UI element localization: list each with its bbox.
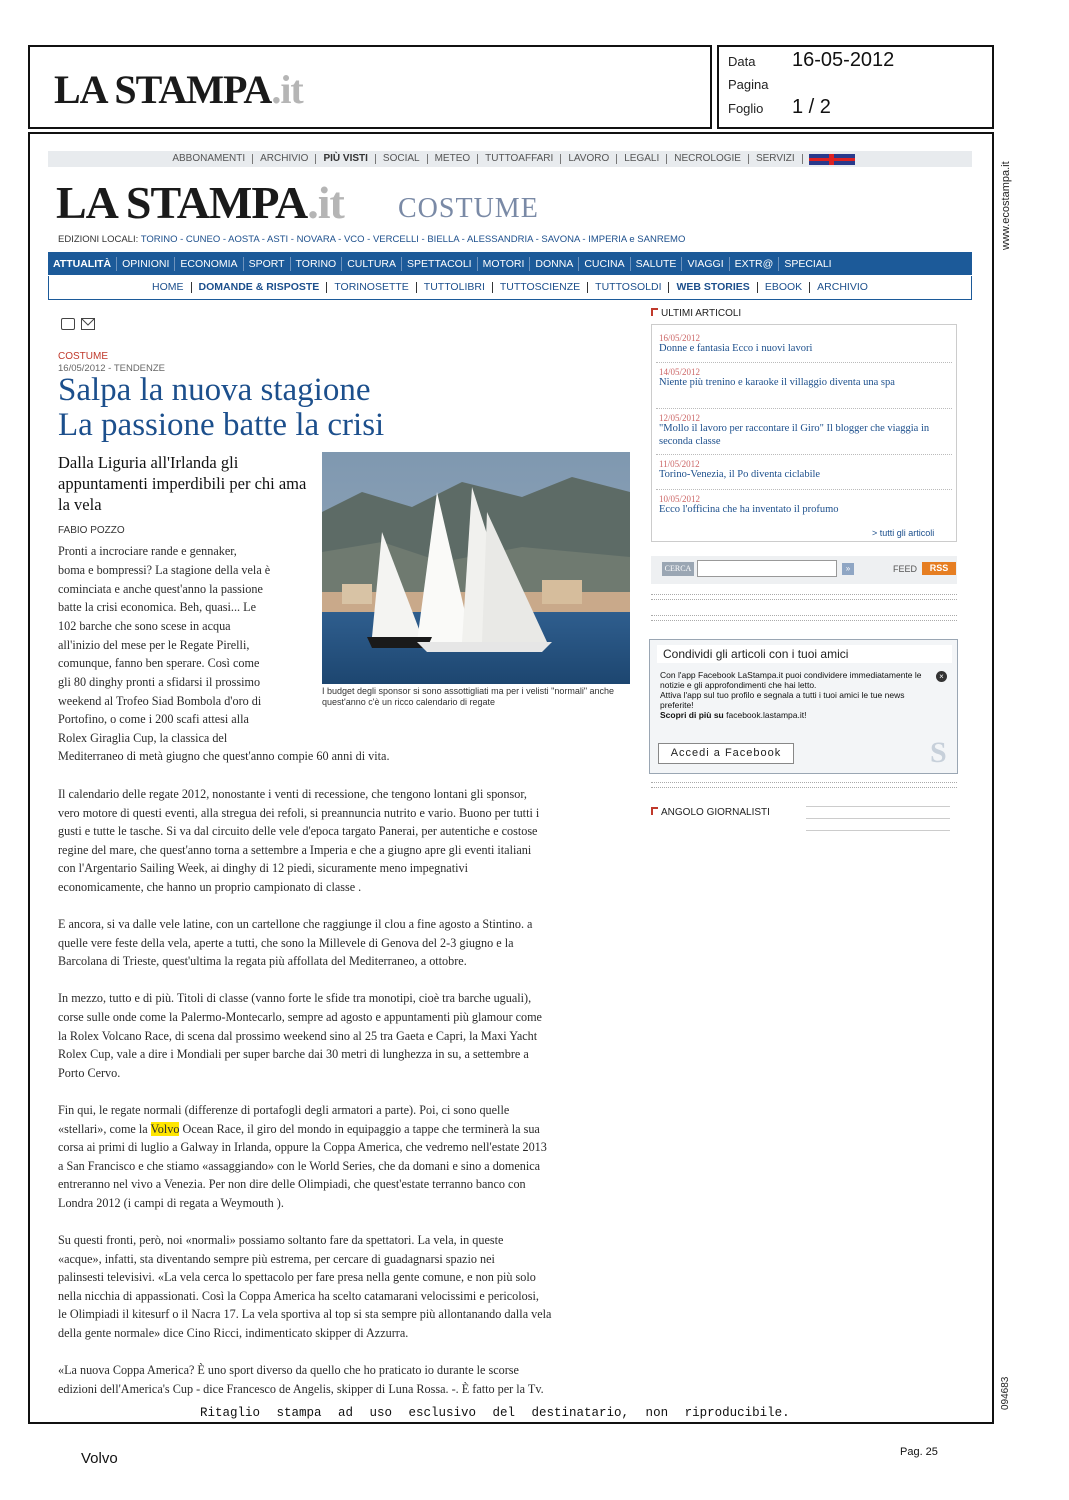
- body-line: Il calendario delle regate 2012, nonostante i venti di recessione, che tengono lontani gli sponsor,: [58, 787, 527, 801]
- data-value: 16-05-2012: [792, 49, 895, 71]
- body-line: Porto Cervo.: [58, 1066, 121, 1080]
- close-icon[interactable]: ×: [936, 671, 947, 682]
- nav-tab[interactable]: TORINO: [291, 257, 343, 271]
- reproduction-disclaimer: Ritaglio stampa ad uso esclusivo del destinatario, non riproducibile.: [200, 1406, 790, 1420]
- sidebar-article[interactable]: 14/05/2012 Niente più trenino e karaoke il villaggio diventa una spa: [659, 367, 895, 388]
- nav-tab[interactable]: ATTUALITÀ: [48, 257, 117, 271]
- sub-nav-item[interactable]: TUTTOSOLDI: [588, 282, 669, 293]
- section-title: COSTUME: [398, 193, 539, 224]
- nav-tab[interactable]: CULTURA: [342, 257, 402, 271]
- clipping-code: 094683: [1000, 1376, 1011, 1410]
- body-line: gusti e tutte le tasche. Si va dal circuito delle vele d'epoca targato Panerai, per autentiche e costose: [58, 824, 538, 838]
- body-line: Barcolana di Trieste, quest'ultima la regata più affollata del Mediterraneo, a ottobre.: [58, 954, 467, 968]
- body-line: palinsesti televisivi. «La vela cerca lo spettacolo per fare presa nella gente comune, e non più solo: [58, 1270, 536, 1284]
- angolo-giornalisti-header: ANGOLO GIORNALISTI: [651, 807, 770, 818]
- body-line: con l'Argentario Sailing Week, ai dinghy di 12 piedi, sicuramente meno impegnativi: [58, 861, 468, 875]
- site-logo[interactable]: LA STAMPA.it: [56, 177, 344, 228]
- body-line: Portofino, o come i 200 scafi attesi alla: [58, 712, 249, 726]
- utility-nav-item[interactable]: SOCIAL: [376, 154, 428, 164]
- main-nav: [48, 252, 972, 275]
- body-line: Rolex Giraglia Cup, la classica del: [58, 731, 228, 745]
- body-line: «stellari», come la Volvo Ocean Race, il giro del mondo in equipaggio a tappe che terminerà la sua: [58, 1122, 540, 1136]
- body-line: all'inizio del mese per le Regate Pirelli,: [58, 638, 250, 652]
- volvo-highlight: Volvo: [150, 1122, 180, 1136]
- body-line: corse sulle onde come la Palermo-Montecarlo, sempre ad agosto e appuntamenti più glamour come: [58, 1010, 542, 1024]
- body-line: Pronti a incrociare rande e gennaker,: [58, 544, 237, 558]
- body-line: Su questi fronti, però, noi «normali» possiamo soltanto fare da spettatori. La vela, in queste: [58, 1233, 504, 1247]
- pagina-label: Pagina: [728, 77, 769, 92]
- utility-nav-item[interactable]: ABBONAMENTI: [165, 154, 253, 164]
- sub-nav-item[interactable]: EBOOK: [758, 282, 810, 293]
- uk-flag-icon[interactable]: [809, 154, 855, 165]
- sidebar-article[interactable]: 10/05/2012 Ecco l'officina che ha inventato il profumo: [659, 494, 839, 515]
- print-icon[interactable]: [61, 318, 75, 330]
- sub-nav: [48, 276, 972, 300]
- sub-nav-item[interactable]: HOME: [145, 282, 192, 293]
- body-line: boma e bompressi? La stagione della vela è: [58, 563, 271, 577]
- article-title: Salpa la nuova stagione La passione batte la crisi: [58, 372, 385, 443]
- body-line: quelle vere feste della vela, aperte a tutti, che sono la Millevele di Genova del 2-3 giugno e la: [58, 936, 514, 950]
- body-line: vero motore di questi eventi, alla stregua dei refoli, si preannuncia nutrito e vario. Buono per tutti i: [58, 806, 540, 820]
- feed-label: FEED: [893, 564, 918, 574]
- sidebar-article[interactable]: 12/05/2012 "Mollo il lavoro per raccontare il Giro" Il blogger che viaggia in seconda classe: [659, 413, 930, 447]
- nav-tab[interactable]: CUCINA: [579, 257, 630, 271]
- body-line: batte la crisi economica. Beh, quasi... Le: [58, 600, 256, 614]
- body-line: 102 barche che sono scese in acqua: [58, 619, 231, 633]
- search-input[interactable]: [697, 560, 837, 577]
- photo-caption: I budget degli sponsor si sono assottigliati ma per i velisti "normali" anche quest'anno c'è un ricco calendario di regate: [322, 686, 615, 707]
- client-name: Volvo: [81, 1450, 118, 1467]
- body-line: In mezzo, tutto e di più. Titoli di classe (vanno forte le sfide tra monotipi, cioè tra barche uguali),: [58, 991, 532, 1005]
- nav-tab[interactable]: SPETTACOLI: [402, 257, 478, 271]
- body-line: Mediterraneo di metà giugno che quest'anno compie 60 anni di vita.: [58, 749, 390, 763]
- sailing-photo: [322, 452, 630, 684]
- body-line: «acque», infatti, sta diventando sempre più estrema, per cercare di guadagnarsi spazio nei: [58, 1252, 495, 1266]
- sub-nav-item[interactable]: TORINOSETTE: [327, 282, 416, 293]
- nav-tab[interactable]: DONNA: [530, 257, 579, 271]
- utility-nav: [48, 151, 972, 167]
- sub-nav-item[interactable]: WEB STORIES: [669, 282, 757, 293]
- nav-tab[interactable]: SALUTE: [631, 257, 683, 271]
- utility-nav-item[interactable]: LAVORO: [561, 154, 617, 164]
- ultimi-articoli-header: ULTIMI ARTICOLI: [651, 308, 741, 319]
- cerca-label: CERCA: [662, 562, 694, 576]
- data-label: Data: [728, 54, 756, 69]
- article-author: FABIO POZZO: [58, 525, 125, 536]
- la-stampa-logo: LA STAMPA.it: [54, 67, 303, 112]
- sidebar-article[interactable]: 11/05/2012 Torino-Venezia, il Po diventa ciclabile: [659, 459, 821, 480]
- nav-tab[interactable]: VIAGGI: [682, 257, 729, 271]
- divider: [651, 615, 957, 621]
- sub-nav-item[interactable]: DOMANDE & RISPOSTE: [192, 282, 328, 293]
- body-line: regine del mare, che quest'anno torna a settembre a Imperia e che a giugno apre gli eventi italiani: [58, 843, 532, 857]
- sub-nav-item[interactable]: TUTTOSCIENZE: [493, 282, 588, 293]
- nav-tab[interactable]: MOTORI: [478, 257, 531, 271]
- divider: [651, 594, 957, 600]
- article-dateline: 16/05/2012 - TENDENZE: [58, 363, 166, 374]
- foglio-value: 1 / 2: [792, 96, 831, 118]
- body-line: gli 80 dinghy pronti a sfidarsi il prossimo: [58, 675, 261, 689]
- utility-nav-item[interactable]: NECROLOGIE: [667, 154, 749, 164]
- search-submit-button[interactable]: »: [842, 563, 854, 575]
- nav-tab[interactable]: OPINIONI: [117, 257, 175, 271]
- body-line: «La nuova Coppa America? È uno sport diverso da quello che ho praticato io durante le scorse: [58, 1363, 519, 1377]
- corner-mark-icon: [651, 807, 658, 815]
- utility-nav-item[interactable]: METEO: [428, 154, 479, 164]
- corner-mark-icon: [651, 308, 658, 316]
- article-section[interactable]: COSTUME: [58, 351, 108, 362]
- ecostampa-url: www.ecostampa.it: [1000, 161, 1012, 250]
- body-line: le Olimpiadi il kitesurf o il Nacra 17. La vela sportiva al top si sta sempre più allontanando dalla vela: [58, 1307, 552, 1321]
- body-line: economicamente, che hanno un proprio campionato di classe .: [58, 880, 362, 894]
- nav-tab[interactable]: SPORT: [244, 257, 291, 271]
- body-line: cominciata e anche quest'anno la passione: [58, 582, 263, 596]
- lastampa-s-logo-icon: S: [930, 736, 947, 769]
- body-line: a San Francisco e che stiamo «assaggiando» con le World Series, che da domani e sino a domenica: [58, 1159, 541, 1173]
- body-line: nella nicchia di appassionati. Così la Coppa America ha scelto catamarani velocissimi e pericolosi,: [58, 1289, 539, 1303]
- body-line: corsa ai primi di luglio a Galway in Irlanda, oppure la Coppa America, che vedremo nell'estate 2013: [58, 1140, 547, 1154]
- sub-nav-item[interactable]: ARCHIVIO: [817, 281, 868, 293]
- foglio-label: Foglio: [728, 101, 764, 116]
- page-number: Pag. 25: [900, 1446, 938, 1458]
- sub-nav-item[interactable]: TUTTOLIBRI: [417, 282, 493, 293]
- body-line: edizioni dell'America's Cup - dice Francesco de Angelis, skipper di Luna Rossa. -. È fatto per la Tv.: [58, 1382, 544, 1396]
- body-line: entreranno nel vivo a Venezia. Per non dire delle Olimpiadi, che quest'estate terranno banco con: [58, 1177, 526, 1191]
- facebook-link[interactable]: facebook.lastampa.it!: [726, 710, 807, 720]
- utility-nav-item[interactable]: LEGALI: [617, 154, 667, 164]
- utility-nav-item[interactable]: ARCHIVIO: [253, 154, 316, 164]
- body-line: la Rolex Volcano Race, di scena dal prossimo weekend sino al 25 tra Gaeta e Capri, la Maxi Yacht: [58, 1029, 538, 1043]
- local-editions: EDIZIONI LOCALI: TORINO - CUNEO - AOSTA - ASTI - NOVARA - VCO - VERCELLI - BIELLA - ALESSANDRIA - SAVONA - IMPERIA e SANREMO: [58, 234, 686, 245]
- body-line: Rolex Cup, vale a dire i Mondiali per super barche dai 30 metri di lunghezza in su, a settembre a: [58, 1047, 529, 1061]
- body-line: della gente normale» dice Cino Ricci, indimenticato skipper di Azzurra.: [58, 1326, 409, 1340]
- utility-nav-item[interactable]: SERVIZI: [749, 154, 803, 164]
- utility-nav-item[interactable]: PIÙ VISTI: [316, 154, 375, 164]
- facebook-login-button[interactable]: Accedi a Facebook: [658, 743, 794, 764]
- body-line: E ancora, si va dalle vele latine, con un cartellone che raggiunge il clou a fine agosto a Stintino. a: [58, 917, 533, 931]
- all-articles-link[interactable]: > tutti gli articoli: [872, 528, 935, 538]
- rss-button[interactable]: RSS: [922, 562, 956, 575]
- body-line: weekend al Trofeo Siad Bombola d'oro di: [58, 694, 262, 708]
- nav-tab[interactable]: SPECIALI: [784, 257, 832, 270]
- utility-nav-item[interactable]: TUTTOAFFARI: [478, 154, 561, 164]
- facebook-box-title: Condividi gli articoli con i tuoi amici: [657, 645, 952, 663]
- article-subtitle: Dalla Liguria all'Irlanda gli appuntamenti imperdibili per chi ama la vela: [58, 453, 307, 514]
- body-line: Londra 2012 (i campi di regata a Weymouth ).: [58, 1196, 284, 1210]
- nav-tab[interactable]: EXTR@: [730, 257, 780, 271]
- body-line: comunque, fanno ben sperare. Così come: [58, 656, 260, 670]
- divider: [651, 782, 957, 788]
- facebook-box-text: Con l'app Facebook LaStampa.it puoi condividere immediatamente le notizie e gli approfondimenti che hai letto. Attiva l'app sul tuo profilo e segnala a tutti i tuoi amici le tue news preferite! Scopri di più su facebook.lastampa.it!: [660, 670, 922, 720]
- nav-tab[interactable]: ECONOMIA: [175, 257, 243, 271]
- mail-icon[interactable]: [81, 318, 95, 330]
- sidebar-article[interactable]: 16/05/2012 Donne e fantasia Ecco i nuovi lavori: [659, 333, 813, 354]
- body-line: Fin qui, le regate normali (differenze di portafogli degli armatori a parte). Poi, ci sono quelle: [58, 1103, 510, 1117]
- local-editions-links[interactable]: TORINO - CUNEO - AOSTA - ASTI - NOVARA - VCO - VERCELLI - BIELLA - ALESSANDRIA - SAVONA - IMPERIA e SANREMO: [140, 234, 686, 245]
